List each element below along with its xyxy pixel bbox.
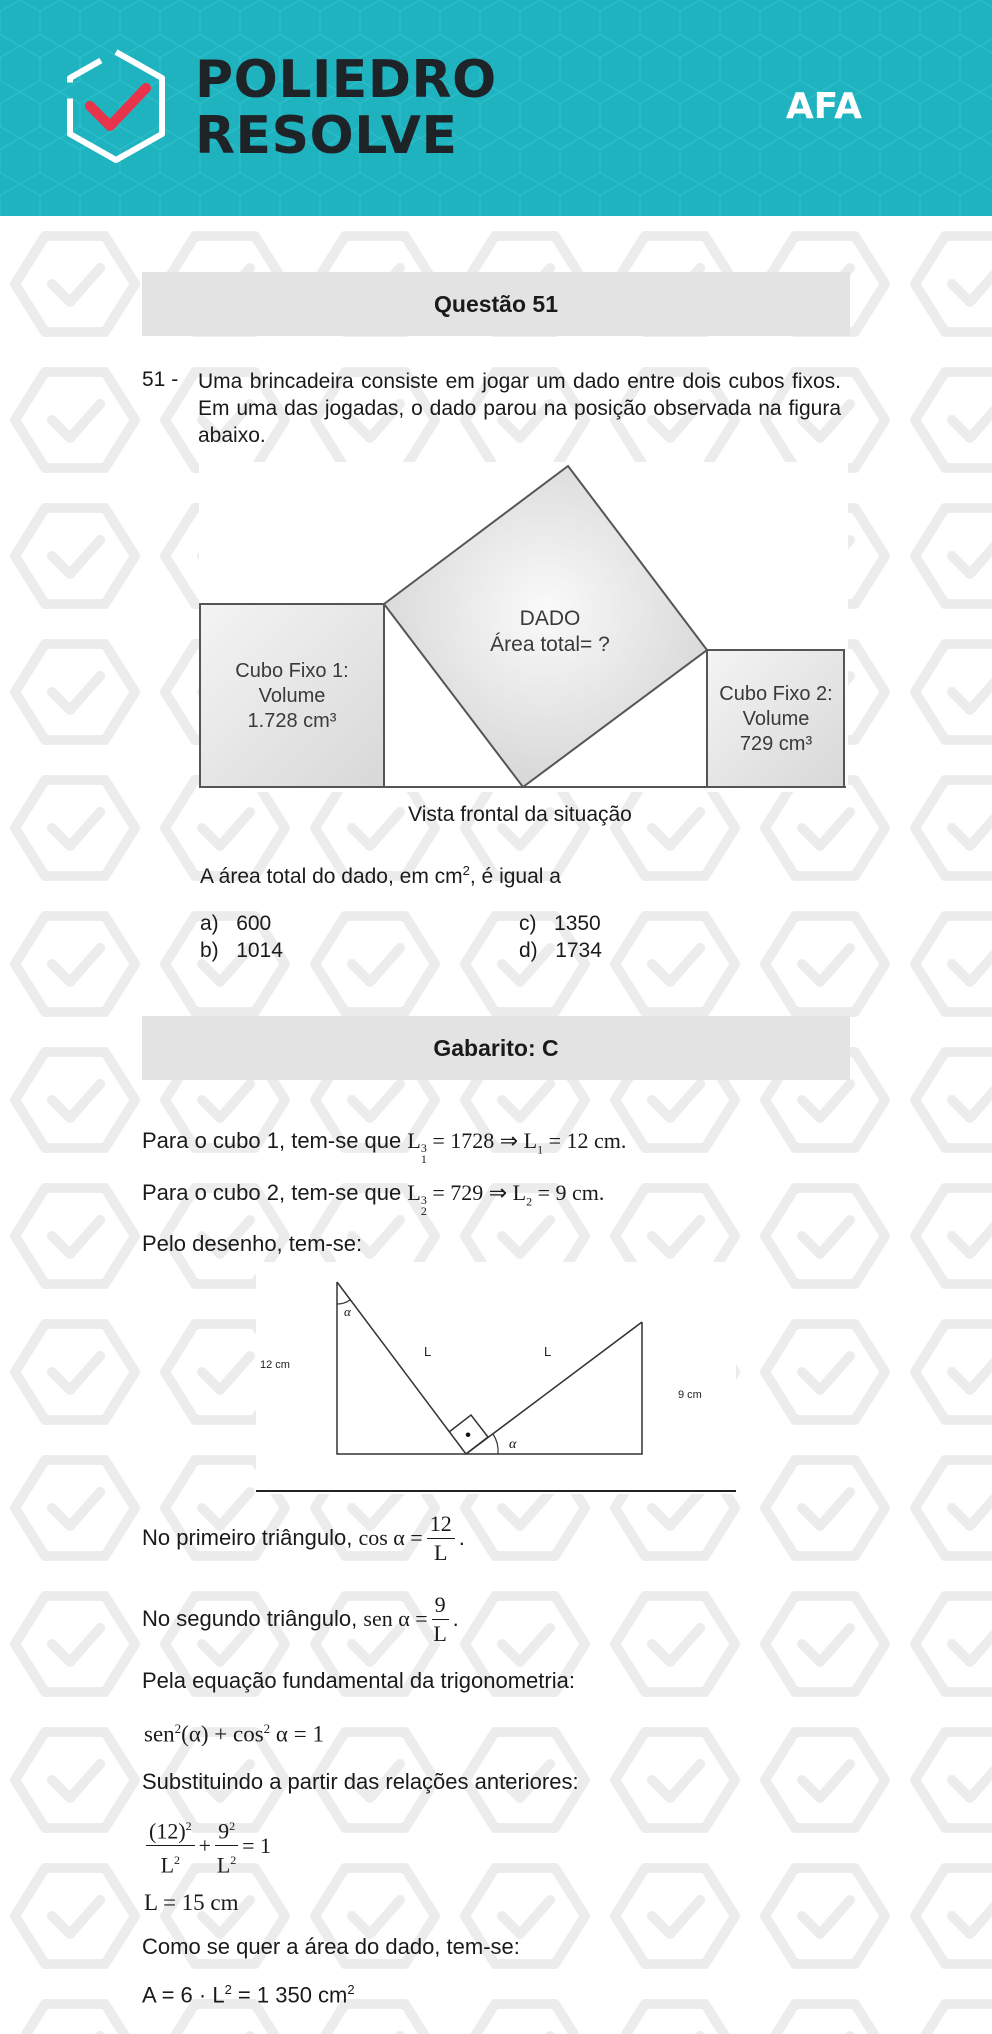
cube1-label-3: 1.728 cm³ [247,710,337,732]
math-eq: = 1728 ⇒ L [426,1128,538,1153]
option-letter: d) [519,939,538,962]
math-den: L [216,1852,231,1878]
cube2-label-3: 729 cm³ [739,733,813,755]
math-sup: 2 [229,1819,236,1833]
option-d[interactable] [519,939,602,963]
math-sup: 2 [347,1982,355,1997]
height-label-right: 9 cm [678,1389,702,1401]
cube1-label-1: Cubo Fixo 1: [235,660,349,682]
option-b[interactable] [200,939,283,963]
cube2-label-1: Cubo Fixo 2: [719,683,833,705]
height-label-left: 12 cm [260,1359,290,1371]
numerator [146,1812,195,1846]
question-text: Uma brincadeira consiste em jogar um dado entre dois cubos fixos. Em uma das jogadas, o dado parou na posição observada na figura abaixo. [198,370,841,447]
solution-line-2-math [407,1180,605,1218]
fundamental-equation-text: Pela equação fundamental da trigonometria: [142,1668,575,1693]
option-c[interactable] [519,912,601,936]
option-value: 600 [236,912,272,935]
denominator [161,1846,180,1879]
option-a[interactable] [200,912,271,936]
math-sub: 1 [537,1142,544,1157]
fraction-9-over-l [432,1591,449,1648]
side-label-left: L [424,1344,432,1359]
solution-line-1-text: Para o cubo 1, tem-se que [142,1128,402,1153]
option-letter: a) [200,912,219,935]
math-end: α = 1 [270,1721,324,1747]
brand-line-1: POLIEDRO [195,50,497,110]
solution-line-1 [142,1127,626,1165]
math-mid: (α) + cos [181,1721,264,1747]
first-triangle-line: No primeiro triângulo, cos α = $\frac{12}{L}$ . [142,1508,465,1568]
fraction-12sq-over-lsq [146,1812,195,1880]
cube1-label-2: Volume [258,685,326,707]
math-sup: 2 [185,1819,192,1833]
question-number: 51 - [142,368,179,391]
math-eq: = 9 cm. [532,1180,605,1205]
solution-diagram [256,1262,736,1494]
side-label-right: L [544,1344,552,1359]
substitution-equation [142,1812,271,1880]
math-den: L [160,1852,175,1878]
question-prompt [200,857,561,890]
solution-line-3: Pelo desenho, tem-se: [142,1231,363,1256]
numerator: 12 [427,1510,455,1539]
prompt-post: , é igual a [469,865,561,888]
option-value: 1734 [555,939,602,962]
math-fn: sen [144,1721,175,1747]
option-letter: c) [519,912,537,935]
math-eq: = 12 cm. [543,1128,627,1153]
cos-expression: cos α = [358,1525,423,1550]
result-line: L = 15 cm [144,1890,239,1915]
trig-identity [144,1715,324,1748]
math-sup: 2 [263,1721,271,1736]
solution-line-2-text: Para o cubo 2, tem-se que [142,1180,402,1205]
math-sup: 2 [174,1853,181,1868]
math-var: L [407,1128,421,1153]
die-label-2: Área total= ? [490,633,610,656]
math-sub: 2 [526,1194,533,1209]
option-value: 1014 [236,939,283,962]
option-letter: b) [200,939,219,962]
math-sup: 3 [420,1193,427,1207]
denominator: L [433,1620,447,1646]
answer-key-bar: Gabarito: C [142,1016,850,1080]
math-sup: 2 [230,1853,237,1868]
math-var: L [407,1180,421,1205]
plus-sign: + [198,1833,212,1859]
first-triangle-text: No primeiro triângulo, [142,1525,353,1550]
brand-line-2: RESOLVE [195,106,458,166]
fraction-12-over-l [427,1510,455,1567]
fraction-9sq-over-lsq [215,1812,238,1880]
numerator [215,1812,238,1846]
angle-label-top: α [344,1304,351,1319]
second-triangle-line: No segundo triângulo, sen α = $\frac{9}{L}$ . [142,1589,459,1649]
numerator: 9 [432,1591,449,1620]
figure-caption: Vista frontal da situação [408,803,632,826]
second-triangle-text: No segundo triângulo, [142,1606,358,1631]
cube2-label-2: Volume [742,708,810,730]
substitution-text: Substituindo a partir das relações anteriores: [142,1769,579,1794]
exam-name: AFA [785,86,862,127]
option-value: 1350 [554,912,601,935]
prompt-sup: 2 [462,863,470,878]
sen-expression: sen α = [363,1606,428,1631]
math-num: (12) [149,1818,186,1844]
math-eq: = 729 ⇒ L [426,1180,527,1205]
area-equation [142,1976,355,2008]
area-mid: = 1 350 cm [231,1982,348,2008]
denominator: L [433,1539,448,1565]
denominator [217,1846,236,1879]
question-figure [198,462,848,792]
question-title-bar: Questão 51 [142,272,850,336]
equals-one: = 1 [242,1833,271,1859]
math-sup: 2 [224,1982,232,1997]
solution-line-1-math [407,1128,627,1166]
math-sup: 2 [174,1721,182,1736]
area-pre: A = 6 · L [142,1982,225,2008]
area-text: Como se quer a área do dado, tem-se: [142,1934,520,1959]
angle-label-bottom: α [509,1437,517,1452]
solution-line-2 [142,1179,604,1217]
die-label-1: DADO [519,607,581,630]
math-sup: 3 [420,1141,427,1155]
math-sub: 1 [420,1152,427,1166]
math-sub: 2 [420,1204,427,1218]
right-angle-dot: • [465,1427,471,1444]
math-num: 9 [218,1818,230,1844]
prompt-pre: A área total do dado, em cm [200,865,463,888]
